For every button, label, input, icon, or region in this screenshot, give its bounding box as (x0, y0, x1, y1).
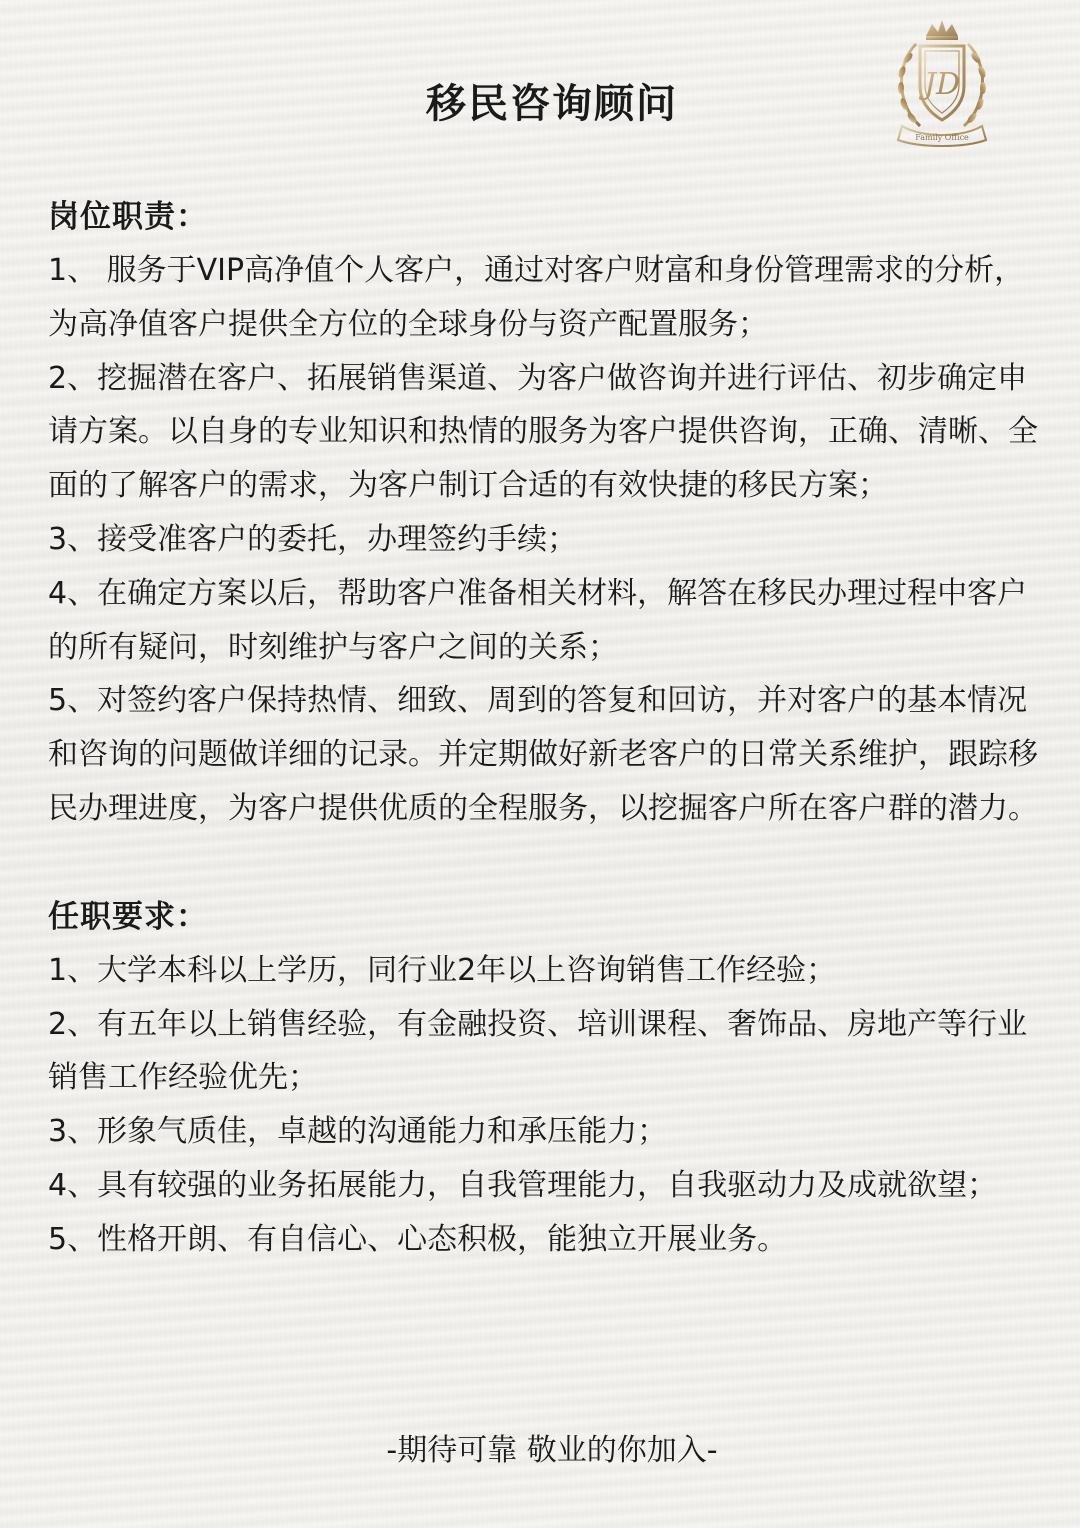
responsibility-item: 3、接受准客户的委托，办理签约手续； (48, 521, 578, 557)
responsibility-item: 5、对签约客户保持热情、细致、周到的答复和回访，并对客户的基本情况和咨询的问题做详细的记录。并定期做好新老客户的日常关系维护，跟踪移民办理进度，为客户提供优质的全程服务，以挖掘客户所在客户群的潜力。 (48, 683, 1038, 826)
requirement-item: 3、形象气质佳，卓越的沟通能力和承压能力； (48, 1114, 668, 1150)
section-spacer (48, 836, 1048, 890)
responsibility-item: 2、挖掘潜在客户、拓展销售渠道、为客户做咨询并进行评估、初步确定申请方案。以自身的专业知识和热情的服务为客户提供咨询，正确、清晰、全面的了解客户的需求，为客户制订合适的有效快捷的移民方案； (48, 360, 1038, 504)
page-title: 移民咨询顾问 (426, 81, 678, 127)
responsibilities-heading: 岗位职责： (48, 199, 208, 235)
requirement-item: 1、大学本科以上学历，同行业2年以上咨询销售工作经验； (48, 952, 837, 988)
requirement-item: 2、有五年以上销售经验，有金融投资、培训课程、奢饰品、房地产等行业销售工作经验优先； (48, 1006, 1028, 1096)
requirements-heading: 任职要求： (48, 898, 208, 935)
requirement-item: 4、具有较强的业务拓展能力，自我管理能力，自我驱动力及成就欲望； (48, 1167, 998, 1203)
requirement-item: 5、性格开朗、有自信心、心态积极，能独立开展业务。 (48, 1221, 788, 1257)
responsibility-item: 1、 服务于VIP高净值个人客户，通过对客户财富和身份管理需求的分析，为高净值客户提供全方位的全球身份与资产配置服务； (48, 253, 1025, 342)
job-description (48, 190, 1048, 1267)
responsibility-item: 4、在确定方案以后，帮助客户准备相关材料，解答在移民办理过程中客户的所有疑问，时刻维护与客户之间的关系； (48, 575, 1028, 665)
logo-caption: Family Office (915, 133, 969, 142)
closing-tagline: -期待可靠 敬业的你加入- (386, 1433, 718, 1468)
logo-monogram: JD (923, 67, 961, 102)
